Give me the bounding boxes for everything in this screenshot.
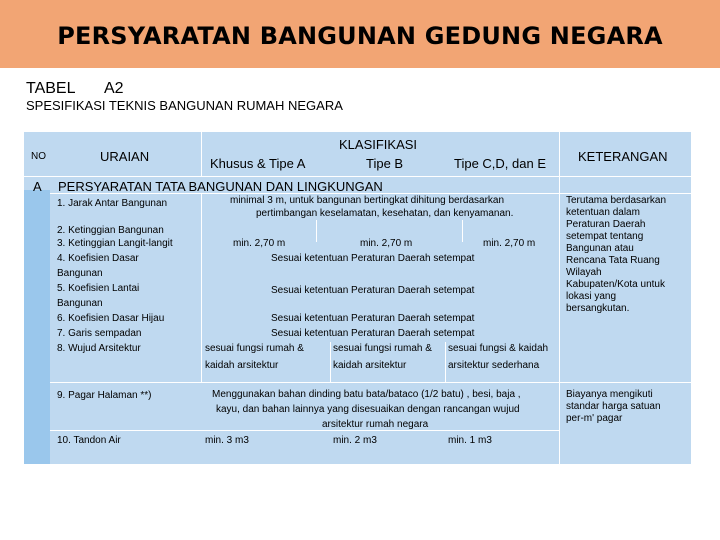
header-tipe-cde: Tipe C,D, dan E xyxy=(454,156,547,171)
value-pagar-line3: arsitektur rumah negara xyxy=(322,419,429,430)
note-line: Peraturan Daerah xyxy=(566,219,646,230)
item-pagar: 9. Pagar Halaman **) xyxy=(57,390,152,401)
note-line: Terutama berdasarkan xyxy=(566,195,667,206)
section-column xyxy=(24,190,50,464)
note-line: lokasi yang xyxy=(566,291,617,302)
value-tandon-c: min. 1 m3 xyxy=(448,435,492,446)
header-khusus-tipe-a: Khusus & Tipe A xyxy=(210,156,306,171)
divider xyxy=(445,342,446,382)
divider xyxy=(316,220,317,242)
value-wujud-c: sesuai fungsi & kaidah xyxy=(448,343,549,354)
value-wujud-a: sesuai fungsi rumah & xyxy=(205,343,304,354)
table-subtitle: SPESIFIKASI TEKNIS BANGUNAN RUMAH NEGARA xyxy=(26,98,343,113)
value-kdb: Sesuai ketentuan Peraturan Daerah setempat xyxy=(271,253,475,264)
note-line: Bangunan atau xyxy=(566,243,634,254)
divider xyxy=(462,220,463,242)
note-line: bersangkutan. xyxy=(566,303,630,314)
value-kdh: Sesuai ketentuan Peraturan Daerah setempat xyxy=(271,313,475,324)
value-jarak-line1: minimal 3 m, untuk bangunan bertingkat dihitung berdasarkan xyxy=(230,195,505,206)
value-wujud-b-cont: kaidah arsitektur xyxy=(333,360,407,371)
header-klasifikasi: KLASIFIKASI xyxy=(339,137,418,152)
header-no: NO xyxy=(31,151,46,162)
item-kdh: 6. Koefisien Dasar Hijau xyxy=(57,313,165,324)
divider xyxy=(330,342,331,382)
divider xyxy=(50,382,691,383)
table-code: A2 xyxy=(104,80,124,97)
item-jarak: 1. Jarak Antar Bangunan xyxy=(57,198,168,209)
note-perda xyxy=(566,195,666,315)
divider xyxy=(201,132,202,176)
note-line: standar harga satuan xyxy=(566,401,661,412)
value-tandon-b: min. 2 m3 xyxy=(333,435,377,446)
item-kdb-cont: Bangunan xyxy=(57,268,103,279)
value-klb: Sesuai ketentuan Peraturan Daerah setempat xyxy=(271,285,475,296)
item-tandon: 10. Tandon Air xyxy=(57,435,121,446)
value-garis: Sesuai ketentuan Peraturan Daerah setempat xyxy=(271,328,475,339)
item-klb: 5. Koefisien Lantai xyxy=(57,283,140,294)
value-tandon-a: min. 3 m3 xyxy=(205,435,249,446)
note-line: Wilayah xyxy=(566,267,602,278)
note-line: ketentuan dalam xyxy=(566,207,640,218)
note-line: Biayanya mengikuti xyxy=(566,389,653,400)
item-wujud: 8. Wujud Arsitektur xyxy=(57,343,141,354)
header-keterangan: KETERANGAN xyxy=(578,149,668,164)
header-uraian: URAIAN xyxy=(100,149,150,164)
header-tipe-b: Tipe B xyxy=(366,156,404,171)
item-ketinggian: 2. Ketinggian Bangunan xyxy=(57,225,164,236)
value-pagar-line2: kayu, dan bahan lainnya yang disesuaikan dengan rancangan wujud xyxy=(216,404,520,415)
divider xyxy=(24,176,691,177)
value-jarak-line2: pertimbangan keselamatan, kesehatan, dan kenyamanan. xyxy=(256,208,514,219)
section-code: A xyxy=(33,179,42,194)
note-line: setempat tentang xyxy=(566,231,644,242)
table-label: TABEL xyxy=(26,80,76,97)
note-pagar xyxy=(566,389,661,425)
item-klb-cont: Bangunan xyxy=(57,298,103,309)
section-title: PERSYARATAN TATA BANGUNAN DAN LINGKUNGAN xyxy=(58,179,383,194)
value-wujud-c-cont: arsitektur sederhana xyxy=(448,360,540,371)
divider xyxy=(559,132,560,464)
slide-header xyxy=(0,0,720,68)
note-line: per-m' pagar xyxy=(566,413,623,424)
note-line: Kabupaten/Kota untuk xyxy=(566,279,665,290)
slide-title: PERSYARATAN BANGUNAN GEDUNG NEGARA xyxy=(57,22,663,50)
item-garis: 7. Garis sempadan xyxy=(57,328,142,339)
value-pagar-line1: Menggunakan bahan dinding batu bata/bataco (1/2 batu) , besi, baja , xyxy=(212,389,521,400)
divider xyxy=(50,430,559,431)
value-wujud-a-cont: kaidah arsitektur xyxy=(205,360,279,371)
value-langit-b: min. 2,70 m xyxy=(360,238,413,249)
note-line: Rencana Tata Ruang xyxy=(566,255,660,266)
value-langit-a: min. 2,70 m xyxy=(233,238,286,249)
value-wujud-b: sesuai fungsi rumah & xyxy=(333,343,432,354)
item-kdb: 4. Koefisien Dasar xyxy=(57,253,139,264)
divider xyxy=(201,193,202,382)
item-langit: 3. Ketinggian Langit-langit xyxy=(57,238,173,249)
value-langit-c: min. 2,70 m xyxy=(483,238,536,249)
